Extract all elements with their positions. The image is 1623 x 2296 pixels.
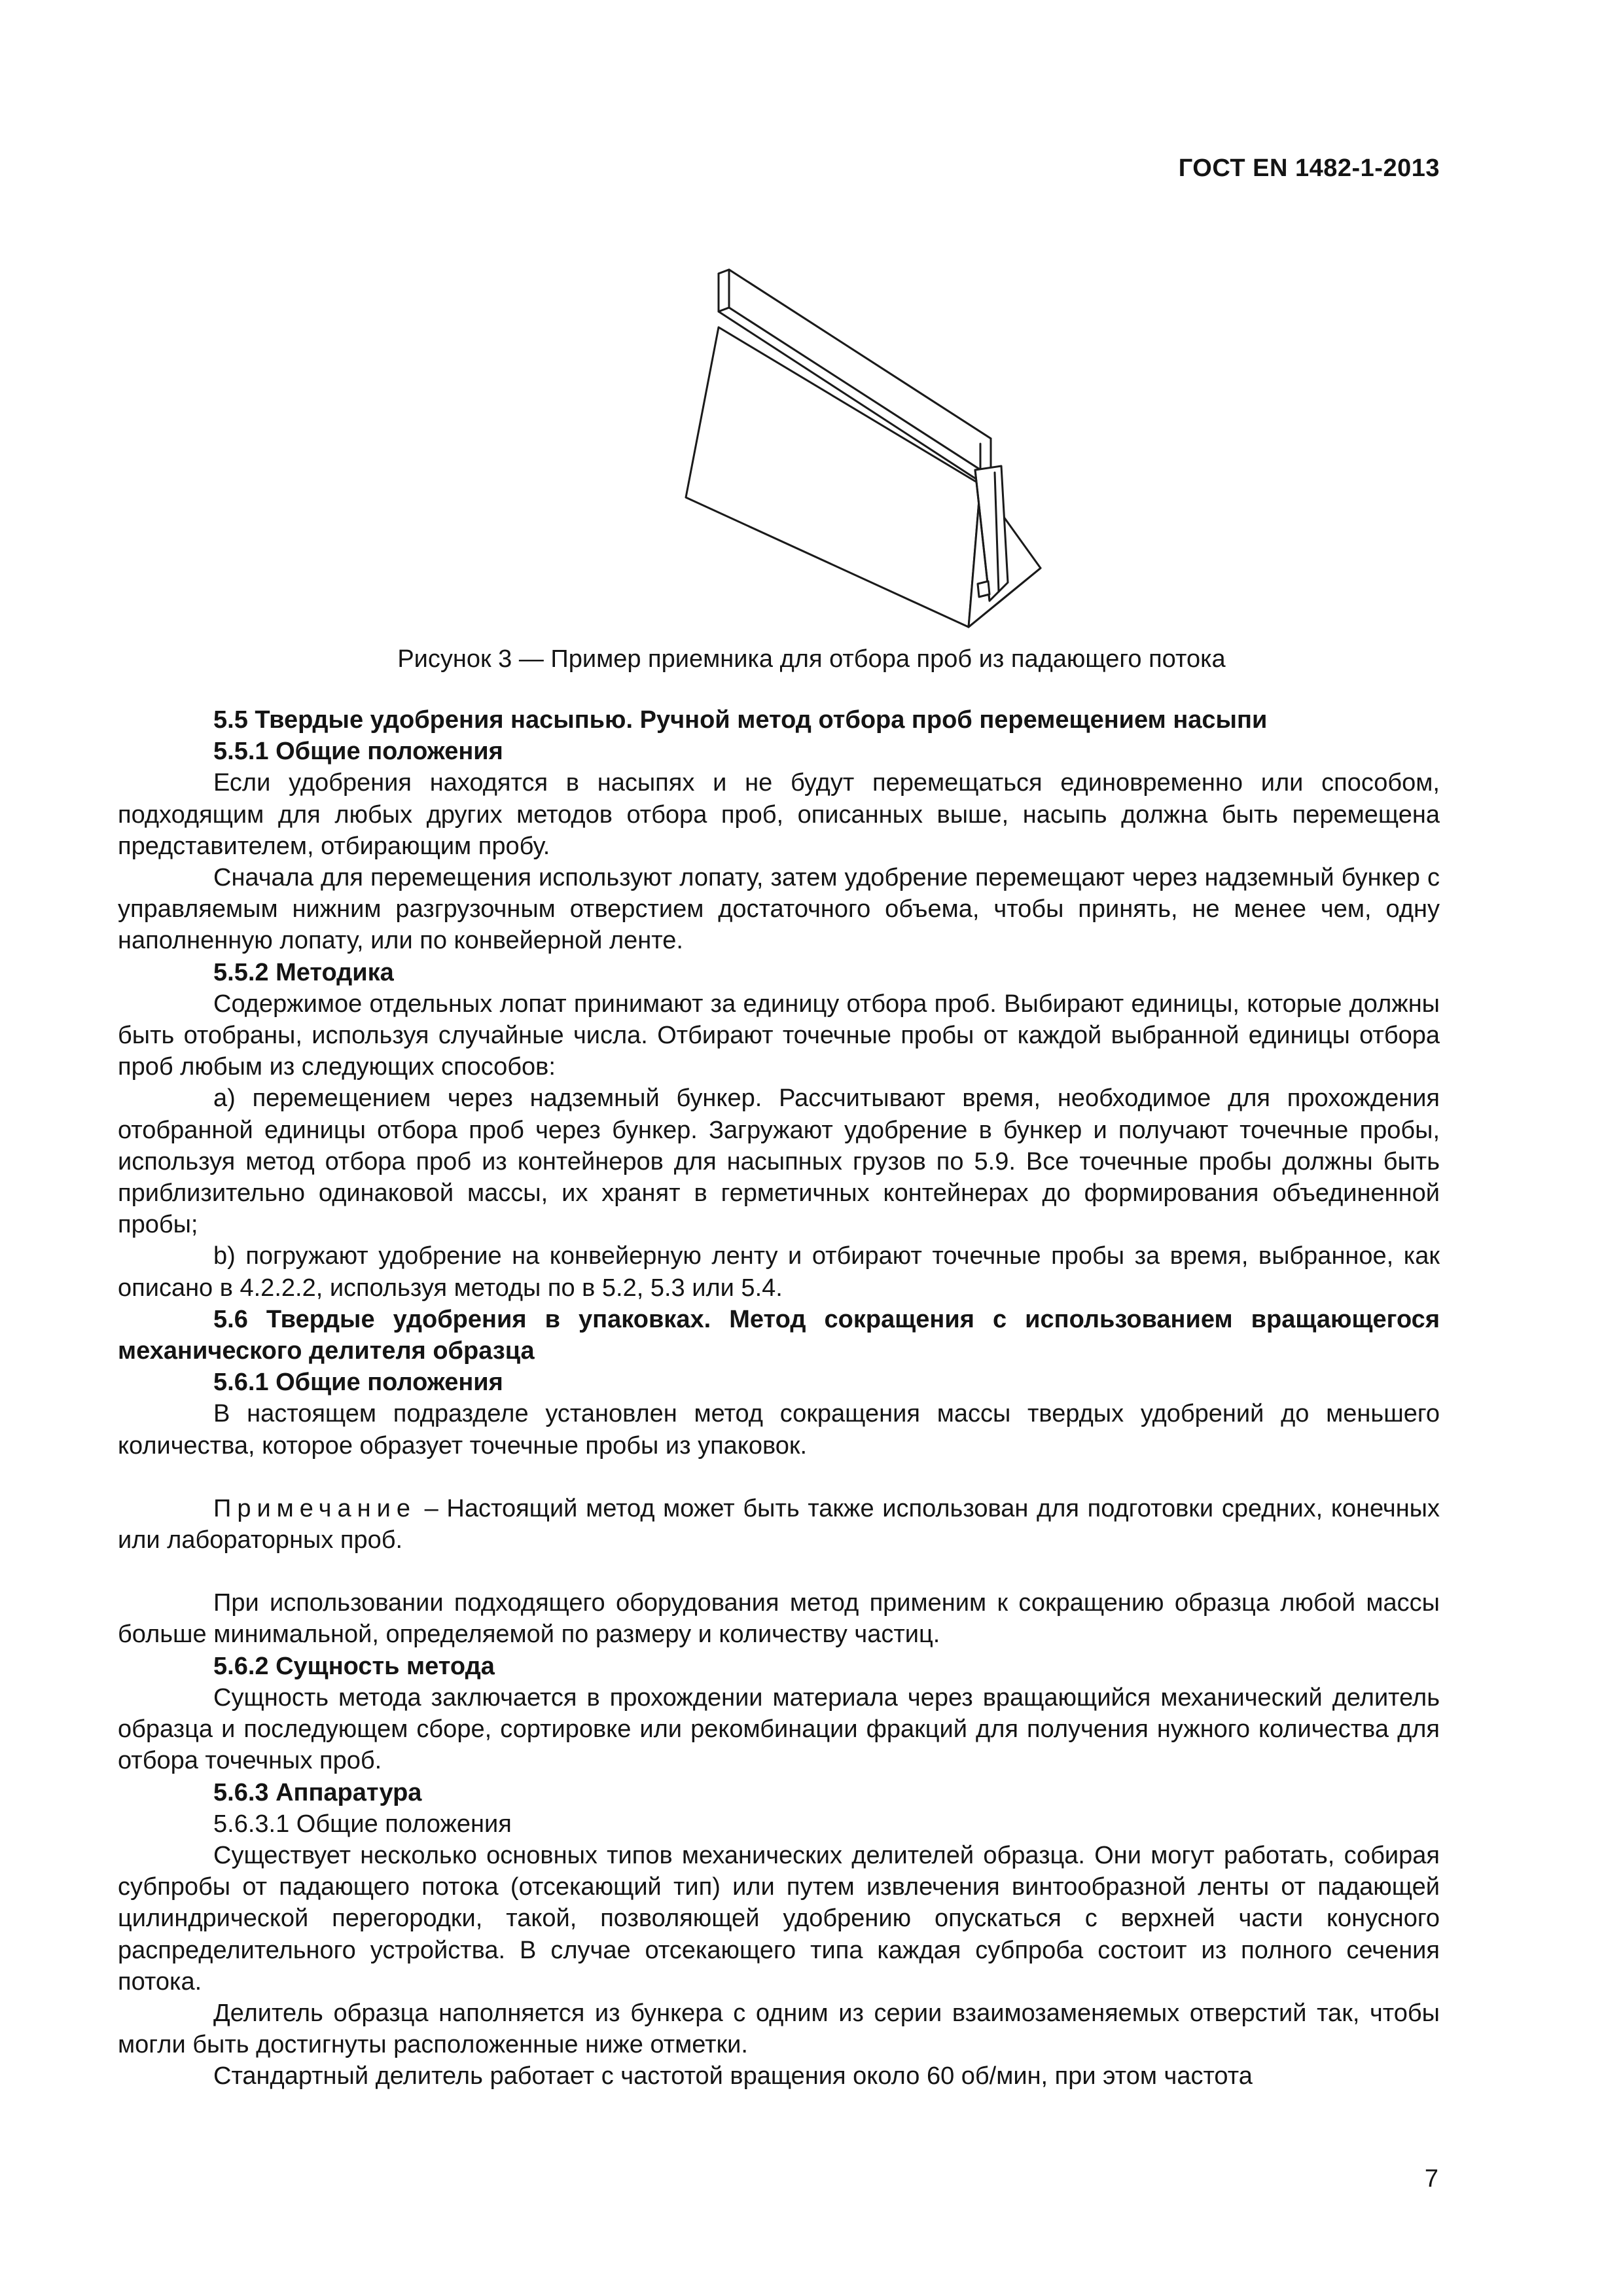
subsection-heading-5-6-2: 5.6.2 Сущность метода <box>213 1652 495 1680</box>
list-item-a: a) перемещением через надземный бункер. Рассчитывают время, необходимое для прохождения отобранной единицы отбора проб через бункер. Загружают удобрение в бункер и получают точечные пробы, используя метод отбора проб из контейнеров для насыпных грузов по 5.9. Все точечные пробы должны быть приблизительно одинаковой массы, их хранят в герметичных контейнерах до формирования объединенной пробы; <box>118 1085 1440 1239</box>
sampler-receiver-figure <box>668 259 1060 645</box>
paragraph: В настоящем подразделе установлен метод сокращения массы твердых удобрений до меньшего количества, которое образует точечные пробы из упаковок. <box>118 1400 1440 1460</box>
paragraph: Содержимое отдельных лопат принимают за единицу отбора проб. Выбирают единицы, которые должны быть отобраны, используя случайные числа. Отбирают точечные пробы от каждой выбранной единицы отбора проб любым из следующих способов: <box>118 990 1440 1081</box>
section-heading-5-6: 5.6 Твердые удобрения в упаковках. Метод сокращения с использованием вращающегося механического делителя образца <box>118 1305 1440 1365</box>
note <box>118 1493 1440 1556</box>
paragraph: Если удобрения находятся в насыпях и не будут перемещаться единовременно или способом, подходящим для любых других методов отбора проб, описанных выше, насыпь должна быть перемещена представителем, отбирающим пробу. <box>118 769 1440 860</box>
paragraph: Сначала для перемещения используют лопату, затем удобрение перемещают через надземный бункер с управляемым нижним разгрузочным отверстием достаточного объема, чтобы принять, не менее чем, одну наполненную лопату, или по конвейерной ленте. <box>118 864 1440 955</box>
page-number: 7 <box>1424 2165 1438 2193</box>
note-label: Примечание <box>213 1494 416 1522</box>
document-body <box>118 704 1440 2092</box>
paragraph: Сущность метода заключается в прохождении материала через вращающийся механический делитель образца и последующем сборе, сортировке или рекомбинации фракций для получения нужного количества для отбора точечных проб. <box>118 1683 1440 1775</box>
paragraph: При использовании подходящего оборудования метод применим к сокращению образца любой массы больше минимальной, определяемой по размеру и количеству частиц. <box>118 1589 1440 1649</box>
clause-heading-5-6-3-1: 5.6.3.1 Общие положения <box>213 1810 512 1838</box>
section-heading-5-5: 5.5 Твердые удобрения насыпью. Ручной метод отбора проб перемещением насыпи <box>213 706 1268 734</box>
document-code: ГОСТ EN 1482-1-2013 <box>1178 154 1440 182</box>
subsection-heading-5-6-1: 5.6.1 Общие положения <box>213 1369 503 1397</box>
paragraph: Делитель образца наполняется из бункера с одним из серии взаимозаменяемых отверстий так, чтобы могли быть достигнуты расположенные ниже отметки. <box>118 1999 1440 2059</box>
paragraph: Существует несколько основных типов механических делителей образца. Они могут работать, собирая субпробы от падающего потока (отсекающий тип) или путем извлечения винтообразной ленты от падающей цилиндрической перегородки, такой, позволяющей удобрению опускаться с верхней части конусного распределительного устройства. В случае отсекающего типа каждая субпроба состоит из полного сечения потока. <box>118 1841 1440 1996</box>
note-text: – Настоящий метод может быть также использован для подготовки средних, конечных или лабораторных проб. <box>118 1494 1440 1554</box>
figure-caption: Рисунок 3 — Пример приемника для отбора проб из падающего потока <box>397 645 1226 673</box>
subsection-heading-5-5-1: 5.5.1 Общие положения <box>213 738 503 766</box>
subsection-heading-5-5-2: 5.5.2 Методика <box>213 958 394 986</box>
paragraph: Стандартный делитель работает с частотой вращения около 60 об/мин, при этом частота <box>213 2062 1253 2090</box>
subsection-heading-5-6-3: 5.6.3 Аппаратура <box>213 1778 422 1806</box>
list-item-b: b) погружают удобрение на конвейерную ленту и отбирают точечные пробы за время, выбранное, как описано в 4.2.2.2, используя методы по в 5.2, 5.3 или 5.4. <box>118 1242 1440 1302</box>
